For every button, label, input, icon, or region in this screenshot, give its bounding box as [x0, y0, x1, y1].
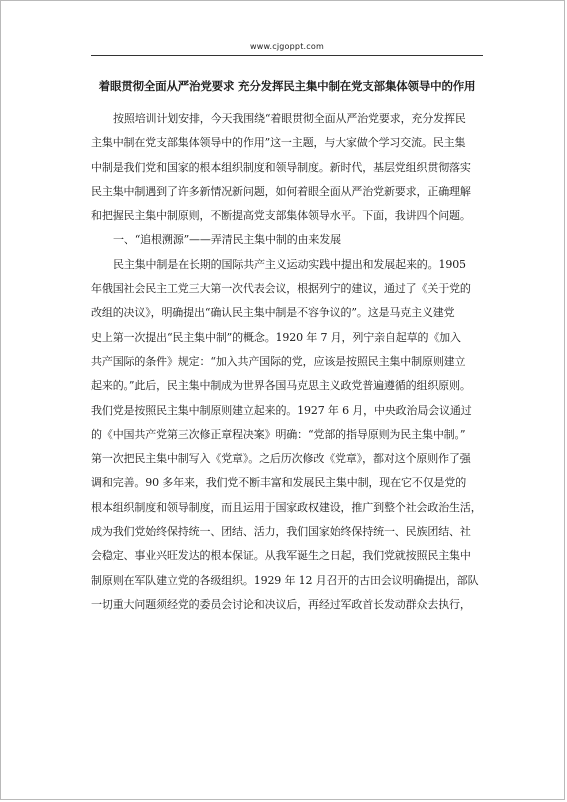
body-line: 按照培训计划安排，今天我围绕“着眼贯彻全面从严治党要求，充分发挥民	[113, 112, 466, 125]
body-line: 民主集中制遇到了许多新情况新问题，如何着眼全面从严治党新要求，正确理解	[91, 184, 471, 198]
page-header-site: www.cjgoppt.com	[250, 42, 324, 51]
body-line: 中制是我们党和国家的根本组织制度和领导制度。新时代，基层党组织贯彻落实	[91, 160, 471, 174]
body-line: 会稳定、事业兴旺发达的根本保证。从我军诞生之日起，我们党就按照民主集中	[91, 549, 471, 563]
body-line: 民主集中制是在长期的国际共产主义运动实践中提出和发展起来的。1905	[113, 257, 466, 271]
body-line: 一切重大问题须经党的委员会讨论和决议后，再经过军政首长发动群众去执行，	[91, 597, 471, 611]
body-line: 制原则在军队建立党的各级组织。1929 年 12 月召开的古田会议明确提出，部队	[91, 573, 479, 587]
body-line: 主集中制在党支部集体领导中的作用”这一主题，与大家做个学习交流。民主集	[91, 136, 466, 150]
body-line: 我们党是按照民主集中制原则建立起来的。1927 年 6 月，中央政治局会议通过	[91, 403, 472, 417]
document-body	[91, 107, 483, 617]
body-line: 共产国际的条件》规定：“加入共产国际的党，应该是按照民主集中制原则建立	[91, 354, 466, 368]
body-line: 调和完善。90 多年来，我们党不断丰富和发展民主集中制，现在它不仅是党的	[91, 476, 467, 490]
body-line: 起来的。”此后，民主集中制成为世界各国马克思主义政党普遍遵循的组织原则。	[91, 379, 471, 393]
body-line: 和把握民主集中制原则，不断提高党支部集体领导水平。下面，我讲四个问题。	[91, 209, 471, 223]
body-line: 成为我们党始终保持统一、团结、活力，我们国家始终保持统一、民族团结、社	[91, 525, 471, 539]
body-line: 第一次把民主集中制写入《党章》。之后历次修改《党章》，都对这个原则作了强	[91, 452, 471, 466]
header-divider	[91, 55, 483, 56]
section-heading: 一、“追根溯源”——弄清民主集中制的由来发展	[113, 233, 341, 247]
body-line: 年俄国社会民主工党三大第一次代表会议，根据列宁的建议，通过了《关于党的	[91, 282, 471, 296]
body-line: 史上第一次提出“民主集中制”的概念。1920 年 7 月，列宁亲自起草的《加入	[91, 330, 461, 344]
document-title: 着眼贯彻全面从严治党要求 充分发挥民主集中制在党支部集体领导中的作用	[98, 79, 476, 93]
body-line: 根本组织制度和领导制度，而且运用于国家政权建设，推广到整个社会政治生活，	[91, 500, 482, 514]
body-line: 的《中国共产党第三次修正章程决案》明确：“党部的指导原则为民主集中制。”	[91, 427, 466, 441]
body-line: 改组的决议》，明确提出“确认民主集中制是不容争议的”。这是马克主义建党	[91, 306, 455, 320]
